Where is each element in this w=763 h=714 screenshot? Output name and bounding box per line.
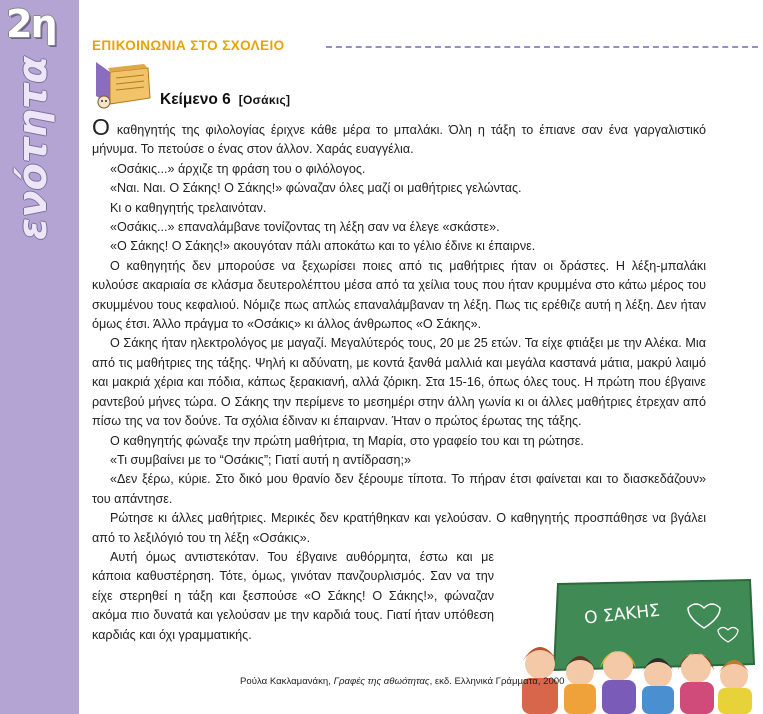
- paragraph: Ο καθηγητής δεν μπορούσε να ξεχωρίσει ποιες από τις μαθήτριες ήταν οι δράστες. Η λέξη-μπαλάκι κυλούσε ακαριαία σε κλάσμα δευτερολέπτου μέσα από τα χείλια τους που ήταν κρυμμένα στο κάτω μέρος του σκυμμένου τους κεφαλιού. Νόμιζε πως απλώς επαναλάμβαναν τη λέξη. Πως τις ερέθιζε αυτή η λέξη. Δεν ήταν όμως έτσι. Άλλο πράγμα το «Οσάκις» κι άλλος άνθρωπος «Ο Σάκης».: [92, 258, 706, 332]
- paragraph: Ρώτησε κι άλλες μαθήτριες. Μερικές δεν κρατήθηκαν και γελούσαν. Ο καθηγητής προσπάθησε να βγάλει από το λεξιλόγιό του τη λέξη «Οσάκις».: [92, 511, 706, 545]
- citation-publisher: , εκδ. Ελληνικά Γράμματα, 2000: [429, 676, 565, 687]
- citation-author: Ρούλα Κακλαμανάκη,: [240, 676, 334, 687]
- paragraph: «Δεν ξέρω, κύριε. Στο δικό μου θρανίο δεν ξέρουμε τίποτα. Το πήραν έτσι φαίνεται και το διασκεδάζουν» του απάντησε.: [92, 472, 706, 506]
- story-text: [92, 114, 707, 645]
- header-dashed-rule: [326, 46, 758, 48]
- citation-book: Γραφές της αθωότητας: [333, 676, 430, 687]
- paragraph: Κι ο καθηγητής τρελαινόταν.: [110, 200, 267, 215]
- paragraph: Αυτή όμως αντιστεκόταν. Του έβγαινε αυθόρμητα, έστω και με κάποια καθυστέρηση. Τότε, όμως, γινόταν πανζουρλισμός. Σαν να την είχε στερηθεί η τάξη και ξεσπούσε «Ο Σάκης! Ο Σάκης!», φώναζαν ακόμα πιο δυνατά και γελούσαν με την καρδιά τους. Γιατί ήταν υπόθεση καρδιάς και όχι γραμματικής.: [92, 549, 494, 642]
- unit-sidebar: [0, 0, 79, 714]
- paragraph: «Ναι. Ναι. Ο Σάκης! Ο Σάκης!» φώναζαν όλες μαζί οι μαθήτριες γελώντας.: [110, 181, 522, 196]
- text-subtitle: [Οσάκις]: [238, 93, 291, 107]
- classroom-illustration: [518, 578, 756, 714]
- paragraph-text: καθηγητής της φιλολογίας έριχνε κάθε μέρα το μπαλάκι. Όλη η τάξη το έπιανε σαν ένα γαργαλιστικό μήνυμα. Το πετούσε ο ένας στον άλλον. Χαράς ευαγγέλια.: [92, 123, 707, 157]
- section-title: ΕΠΙΚΟΙΝΩΝΙΑ ΣΤΟ ΣΧΟΛΕΙΟ: [92, 38, 285, 53]
- text-heading: [160, 91, 290, 109]
- chalkboard-text: Ο ΣΑΚΗΣ: [583, 600, 661, 629]
- paragraph: Ο καθηγητής φώναξε την πρώτη μαθήτρια, τη Μαρία, στο γραφείο του και τη ρώτησε.: [110, 433, 584, 448]
- paragraph: «Τι συμβαίνει με το “Οσάκις”; Γιατί αυτή η αντίδραση;»: [110, 452, 412, 467]
- unit-number: 2η: [6, 2, 56, 46]
- paragraph: «Οσάκις...» επαναλάμβανε τονίζοντας τη λέξη σαν να έλεγε «σκάστε».: [110, 220, 500, 235]
- citation: [240, 676, 565, 687]
- dropcap: Ο: [92, 114, 110, 140]
- paragraph: «Οσάκις...» άρχιζε τη φράση του ο φιλόλογος.: [110, 161, 366, 176]
- book-icon: [92, 58, 152, 110]
- unit-word: ενότητα: [10, 55, 56, 240]
- text-title: Κείμενο 6: [160, 91, 231, 108]
- paragraph: [92, 114, 707, 160]
- paragraph: Ο Σάκης ήταν ηλεκτρολόγος με μαγαζί. Μεγαλύτερός τους, 20 με 25 ετών. Τα είχε φτιάξει με την Αλέκα. Μια από τις μαθήτριες της τάξης. Ψηλή κι αδύνατη, με κοντά ξανθά μαλλιά και μεγάλα καστανά μάτια, μακρύ λαιμό και μακριά χέρια και πόδια, κάπως ξερακιανή, αλλά ζόρικη. Στα 15-16, όπως όλες τους. Η πρώτη που έβγαινε ραντεβού μήνες τώρα. Ο Σάκης την περίμενε το μεσημέρι στην άλλη γωνία κι οι άλλες μαθήτριες έτρεχαν από πίσω της να τον δούνε. Τα σχόλια έδιναν κι έπαιρναν. Ήταν ο πρώτος έρωτας της τάξης.: [92, 336, 706, 429]
- paragraph: «Ο Σάκης! Ο Σάκης!» ακουγόταν πάλι αποκάτω και το γέλιο έδινε κι έπαιρνε.: [110, 239, 536, 254]
